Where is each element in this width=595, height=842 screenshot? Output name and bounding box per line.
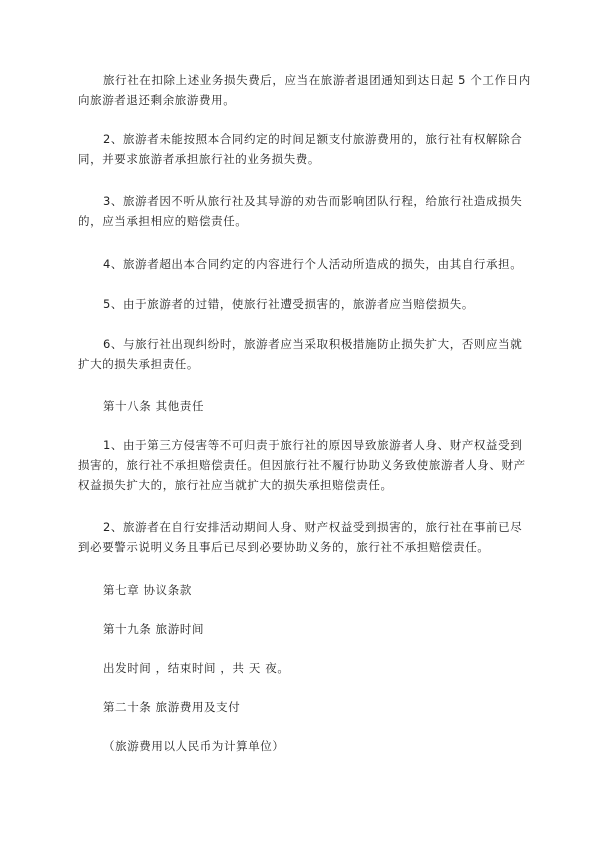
text-line: 6、与旅行社出现纠纷时，旅游者应当采取积极措施防止损失扩大，否则应当就 [103, 337, 523, 351]
section-heading: 第二十条 旅游费用及支付 [103, 700, 241, 714]
paragraph-clause-3 [78, 191, 522, 231]
paragraph-clause-2 [78, 129, 522, 169]
paragraph-other-2 [78, 517, 522, 557]
paragraph-clause-6 [78, 334, 522, 374]
text-line: 4、旅游者超出本合同约定的内容进行个人活动所造成的损失，由其自行承担。 [103, 257, 523, 271]
paragraph-refund [78, 70, 531, 110]
section-heading: 第十八条 其他责任 [103, 399, 205, 413]
text-line: 的，应当承担相应的赔偿责任。 [78, 214, 248, 228]
text-line: 到必要警示说明义务且事后已尽到必要协助义务的，旅行社不承担赔偿责任。 [78, 540, 490, 554]
section-heading: 第十九条 旅游时间 [103, 622, 205, 636]
paragraph-clause-4 [78, 254, 522, 274]
text-line: 向旅游者退还剩余旅游费用。 [78, 93, 236, 107]
text-line: 权益损失扩大的，旅行社应当就扩大的损失承担赔偿责任。 [78, 478, 393, 492]
paragraph-clause-5 [78, 294, 522, 314]
article-20-heading [78, 697, 522, 717]
text-line: 出发时间 ，结束时间 ，共 天 夜。 [103, 661, 290, 675]
text-line: 2、旅游者未能按照本合同约定的时间足额支付旅游费用的，旅行社有权解除合 [103, 132, 523, 146]
currency-note [78, 736, 522, 756]
text-line: 旅行社在扣除上述业务损失费后，应当在旅游者退团通知到达日起 5 个工作日内 [103, 73, 531, 87]
travel-time-line [78, 658, 522, 678]
paragraph-other-1 [78, 435, 526, 495]
text-line: 同，并要求旅游者承担旅行社的业务损失费。 [78, 152, 320, 166]
text-line: 损害的，旅行社不承担赔偿责任。但因旅行社不履行协助义务致使旅游者人身、财产 [78, 458, 526, 472]
text-line: 2、旅游者在自行安排活动期间人身、财产权益受到损害的，旅行社在事前已尽 [103, 520, 523, 534]
text-line: 扩大的损失承担责任。 [78, 357, 199, 371]
text-line: （旅游费用以人民币为计算单位） [103, 739, 285, 753]
chapter-7-heading [78, 580, 522, 600]
text-line: 1、由于第三方侵害等不可归责于旅行社的原因导致旅游者人身、财产权益受到 [103, 438, 523, 452]
chapter-heading: 第七章 协议条款 [103, 583, 192, 597]
text-line: 5、由于旅游者的过错，使旅行社遭受损害的，旅游者应当赔偿损失。 [103, 297, 474, 311]
text-line: 3、旅游者因不听从旅行社及其导游的劝告而影响团队行程，给旅行社造成损失 [103, 194, 523, 208]
article-18-heading [78, 396, 522, 416]
article-19-heading [78, 619, 522, 639]
